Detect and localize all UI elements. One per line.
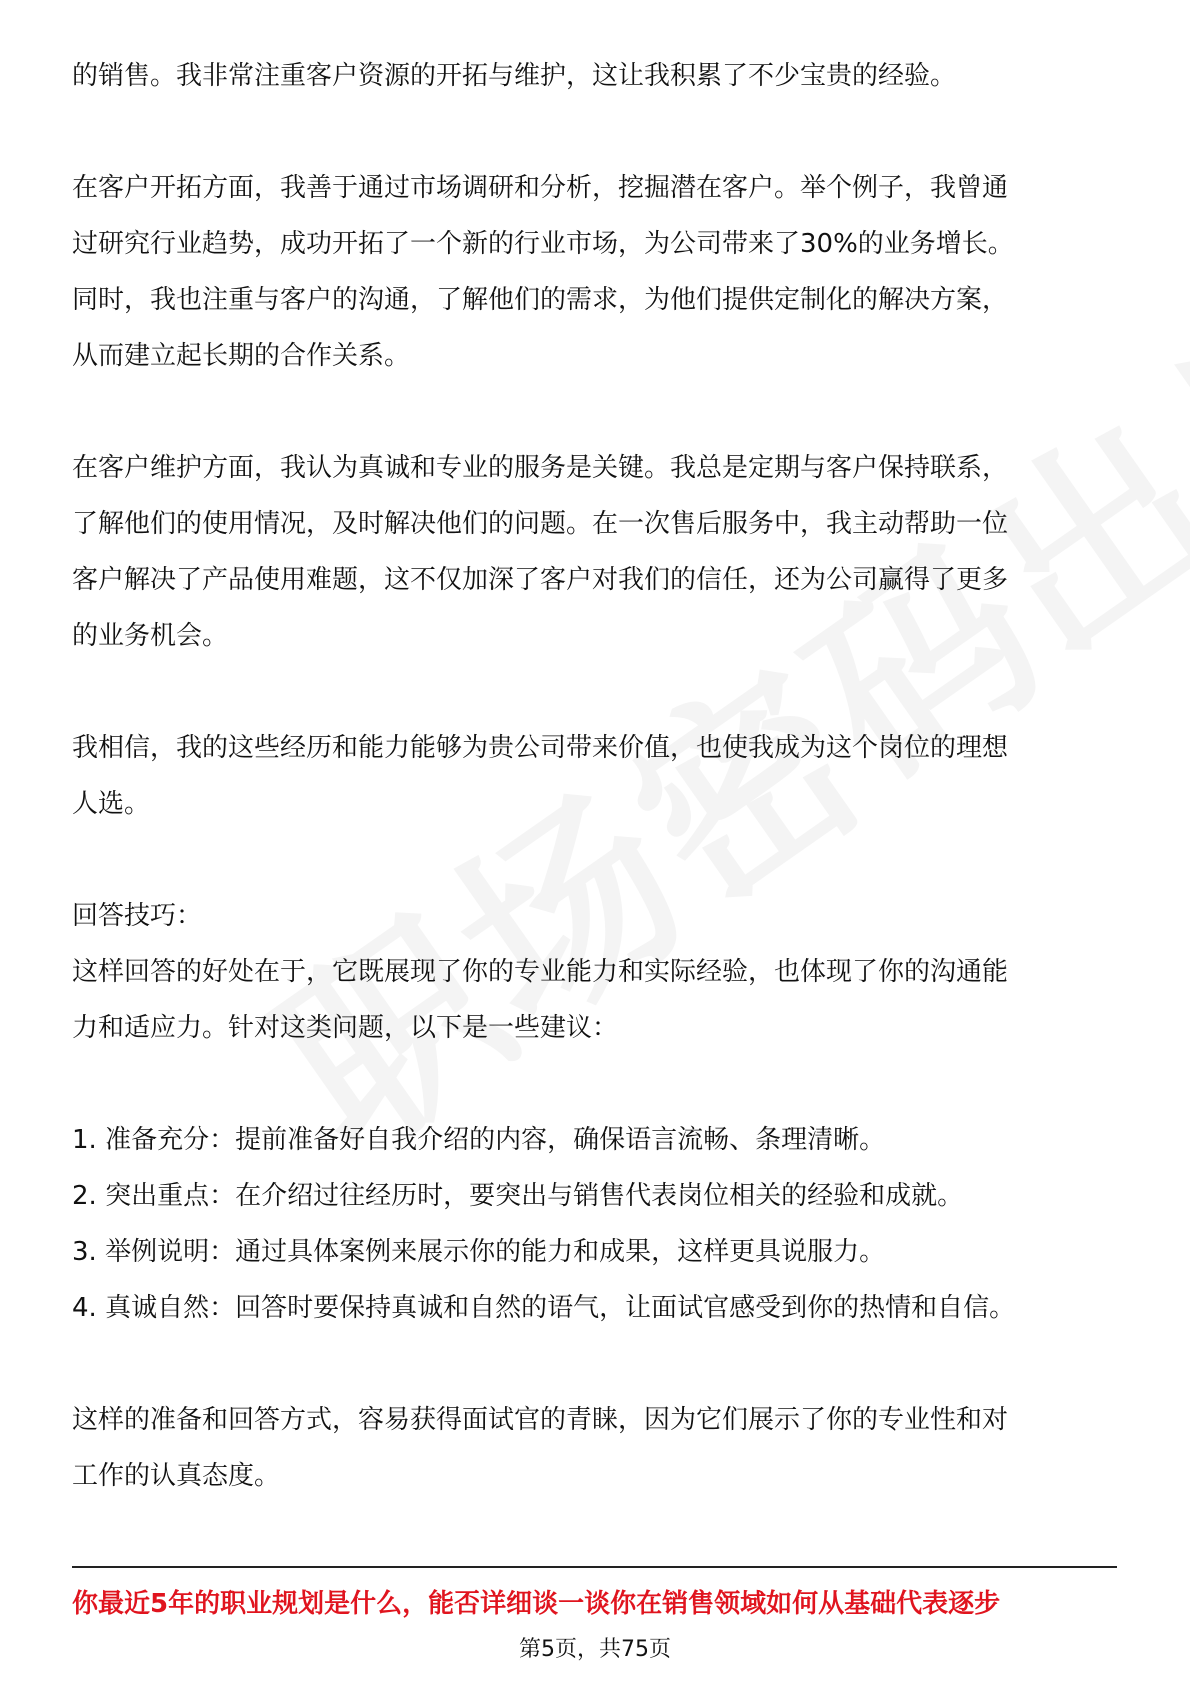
paragraph — [72, 1392, 1117, 1504]
text-line: 我相信，我的这些经历和能力能够为贵公司带来价值，也使我成为这个岗位的理想 — [72, 733, 1009, 763]
text-line: 的业务机会。 — [72, 621, 229, 651]
paragraph — [72, 720, 1117, 832]
paragraph — [72, 888, 1117, 1056]
text-line: 过研究行业趋势，成功开拓了一个新的行业市场，为公司带来了30%的业务增长。 — [72, 229, 1014, 259]
paragraph-gap — [72, 384, 1117, 440]
document-body — [72, 48, 1117, 1504]
text-line: 同时，我也注重与客户的沟通，了解他们的需求，为他们提供定制化的解决方案， — [72, 285, 1009, 315]
section-divider — [72, 1566, 1117, 1568]
text-line: 这样的准备和回答方式，容易获得面试官的青睐，因为它们展示了你的专业性和对 — [72, 1405, 1009, 1435]
text-line: 人选。 — [72, 789, 151, 819]
paragraph-gap — [72, 1056, 1117, 1112]
text-line: 从而建立起长期的合作关系。 — [72, 341, 411, 371]
text-line: 4. 真诚自然：回答时要保持真诚和自然的语气，让面试官感受到你的热情和自信。 — [72, 1293, 1016, 1323]
text-line: 客户解决了产品使用难题，这不仅加深了客户对我们的信任，还为公司赢得了更多 — [72, 565, 1009, 595]
paragraph — [72, 440, 1117, 664]
paragraph — [72, 1112, 1117, 1336]
paragraph — [72, 48, 1117, 104]
text-line: 力和适应力。针对这类问题，以下是一些建议： — [72, 1013, 619, 1043]
paragraph-gap — [72, 664, 1117, 720]
text-line: 工作的认真态度。 — [72, 1461, 281, 1491]
text-line: 在客户开拓方面，我善于通过市场调研和分析，挖掘潜在客户。举个例子，我曾通 — [72, 173, 1009, 203]
text-line: 了解他们的使用情况，及时解决他们的问题。在一次售后服务中，我主动帮助一位 — [72, 509, 1009, 539]
text-line: 2. 突出重点：在介绍过往经历时，要突出与销售代表岗位相关的经验和成就。 — [72, 1181, 964, 1211]
text-line: 3. 举例说明：通过具体案例来展示你的能力和成果，这样更具说服力。 — [72, 1237, 886, 1267]
text-line: 的销售。我非常注重客户资源的开拓与维护，这让我积累了不少宝贵的经验。 — [72, 61, 957, 91]
paragraph-gap — [72, 832, 1117, 888]
paragraph — [72, 160, 1117, 384]
page-number: 第5页，共75页 — [519, 1637, 671, 1662]
text-line: 1. 准备充分：提前准备好自我介绍的内容，确保语言流畅、条理清晰。 — [72, 1125, 886, 1155]
text-line: 这样回答的好处在于，它既展现了你的专业能力和实际经验，也体现了你的沟通能 — [72, 957, 1009, 987]
text-line: 回答技巧： — [72, 901, 203, 931]
paragraph-gap — [72, 1336, 1117, 1392]
paragraph-gap — [72, 104, 1117, 160]
next-question-heading: 你最近5年的职业规划是什么，能否详细谈一谈你在销售领域如何从基础代表逐步 — [72, 1589, 1001, 1619]
text-line: 在客户维护方面，我认为真诚和专业的服务是关键。我总是定期与客户保持联系， — [72, 453, 1009, 483]
